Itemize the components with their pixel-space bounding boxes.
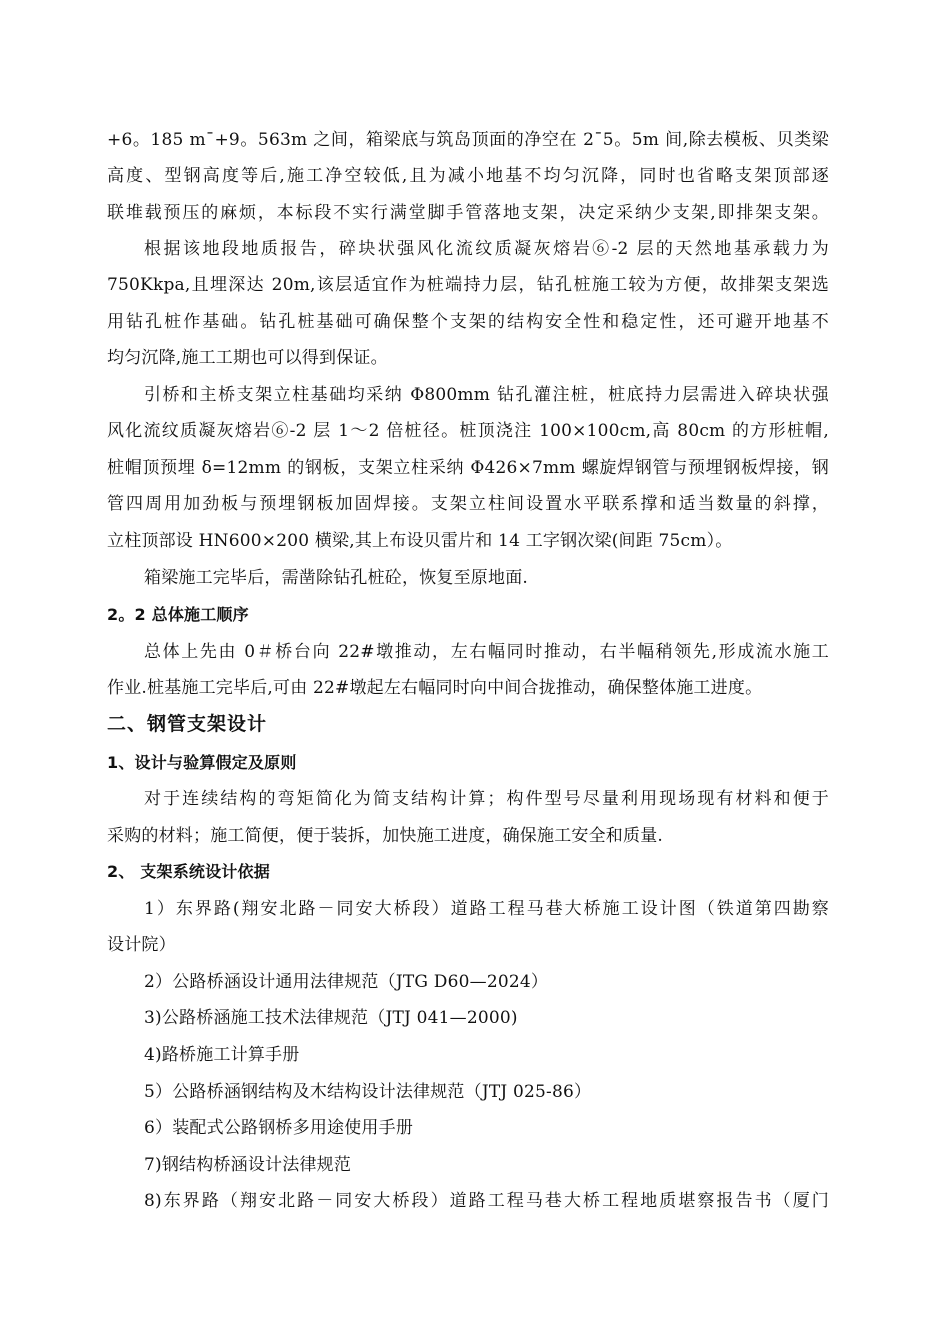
paragraph-line: 均匀沉降,施工工期也可以得到保证。 bbox=[107, 348, 388, 368]
reference-item: 5）公路桥涵钢结构及木结构设计法律规范（JTJ 025-86） bbox=[144, 1082, 592, 1102]
paragraph-line: 联堆载预压的麻烦，本标段不实行满堂脚手管落地支架，决定采纳少支架,即排架支架。 bbox=[107, 203, 829, 223]
paragraph-line: 管四周用加劲板与预埋钢板加固焊接。支架立柱间设置水平联系撑和适当数量的斜撑， bbox=[107, 494, 829, 514]
reference-item: 2）公路桥涵设计通用法律规范（JTG D60—2024） bbox=[144, 972, 549, 992]
paragraph-line: 750Kkpa,且埋深达 20m,该层适宜作为桩端持力层，钻孔桩施工较为方便，故排架支架选 bbox=[107, 275, 829, 295]
paragraph-line: 根据该地段地质报告，碎块状强风化流纹质凝灰熔岩⑥-2 层的天然地基承载力为 bbox=[144, 239, 829, 259]
paragraph-line: +6。185 m¯+9。563m 之间，箱梁底与筑岛顶面的净空在 2¯5。5m 间,除去模板、贝类梁 bbox=[107, 130, 829, 150]
reference-item: 3)公路桥涵施工技术法律规范（JTJ 041—2000) bbox=[144, 1008, 518, 1028]
paragraph-line: 作业.桩基施工完毕后,可由 22#墩起左右幅同时向中间合拢推动，确保整体施工进度。 bbox=[107, 678, 763, 698]
paragraph-line: 总体上先由 0＃桥台向 22#墩推动，左右幅同时推动，右半幅稍领先,形成流水施工 bbox=[144, 642, 829, 662]
reference-item: 8)东界路（翔安北路－同安大桥段）道路工程马巷大桥工程地质堪察报告书（厦门 bbox=[144, 1191, 829, 1211]
section-heading: 2。2 总体施工顺序 bbox=[107, 605, 249, 624]
paragraph-line: 用钻孔桩作基础。钻孔桩基础可确保整个支架的结构安全性和稳定性，还可避开地基不 bbox=[107, 312, 829, 332]
paragraph-line: 桩帽顶预埋 δ=12mm 的钢板，支架立柱采纳 Φ426×7mm 螺旋焊钢管与预埋钢板焊接，钢 bbox=[107, 458, 829, 478]
reference-item: 7)钢结构桥涵设计法律规范 bbox=[144, 1155, 352, 1175]
paragraph-line: 对于连续结构的弯矩简化为简支结构计算；构件型号尽量利用现场现有材料和便于 bbox=[144, 789, 829, 809]
paragraph-line: 风化流纹质凝灰熔岩⑥-2 层 1～2 倍桩径。桩顶浇注 100×100cm,高 80cm 的方形桩帽, bbox=[107, 421, 829, 441]
reference-item: 1）东界路(翔安北路－同安大桥段）道路工程马巷大桥施工设计图（铁道第四勘察 bbox=[144, 899, 829, 919]
paragraph-line: 箱梁施工完毕后，需凿除钻孔桩砼，恢复至原地面. bbox=[144, 568, 529, 588]
paragraph-line: 立柱顶部设 HN600×200 横梁,其上布设贝雷片和 14 工字钢次梁(间距 75cm）。 bbox=[107, 531, 733, 551]
reference-item: 6）装配式公路钢桥多用途使用手册 bbox=[144, 1118, 414, 1138]
section-heading: 1、设计与验算假定及原则 bbox=[107, 753, 297, 772]
chapter-heading: 二、钢管支架设计 bbox=[107, 713, 268, 735]
paragraph-line: 高度、型钢高度等后,施工净空较低,且为减小地基不均匀沉降，同时也省略支架顶部逐 bbox=[107, 166, 829, 186]
paragraph-line: 引桥和主桥支架立柱基础均采纳 Φ800mm 钻孔灌注桩，桩底持力层需进入碎块状强 bbox=[144, 385, 829, 405]
reference-item-continued: 设计院） bbox=[107, 935, 176, 955]
reference-item: 4)路桥施工计算手册 bbox=[144, 1045, 300, 1065]
paragraph-line: 采购的材料；施工简便，便于装拆，加快施工进度，确保施工安全和质量. bbox=[107, 826, 664, 846]
section-heading: 2、 支架系统设计依据 bbox=[107, 862, 270, 881]
